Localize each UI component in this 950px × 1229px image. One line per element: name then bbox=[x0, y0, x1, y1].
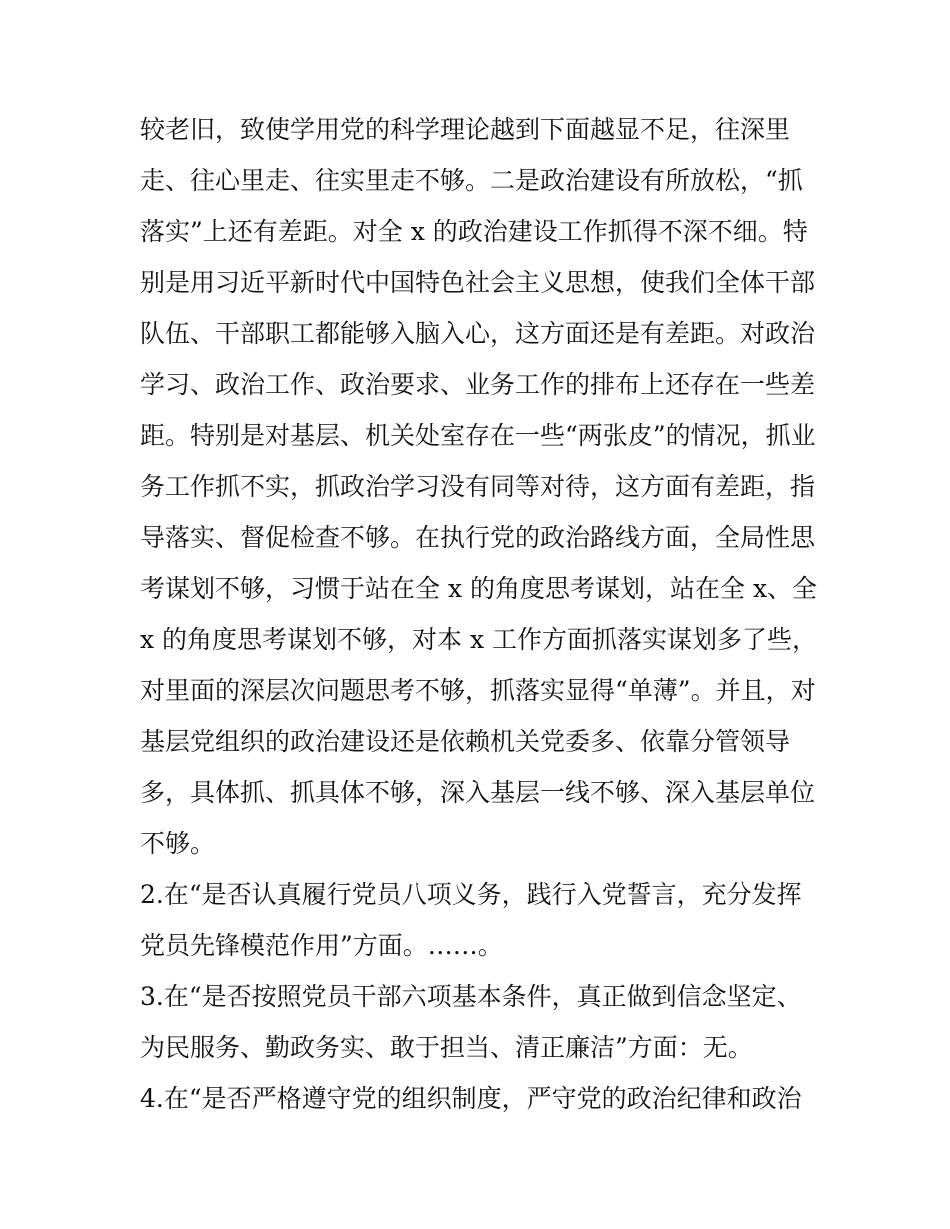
text-line: 为民服务、勤政务实、敢于担当、清正廉洁”方面：无。 bbox=[140, 1033, 753, 1062]
text-line: 较老旧，致使学用党的科学理论越到下面越显不足，往深里 bbox=[140, 115, 791, 144]
text-line: 距。特别是对基层、机关处室存在一些“两张皮”的情况，抓业 bbox=[140, 421, 816, 450]
text-line: 落实”上还有差距。对全 x 的政治建设工作抓得不深不细。特 bbox=[140, 217, 808, 246]
list-item-3: 3.在“是否按照党员干部六项基本条件，真正做到信念坚定、 bbox=[140, 982, 802, 1011]
text-line: 基层党组织的政治建设还是依赖机关党委多、依靠分管领导 bbox=[140, 727, 791, 756]
list-item-4: 4.在“是否严格遵守党的组织制度，严守党的政治纪律和政治 bbox=[140, 1084, 802, 1113]
text-line: 走、往心里走、往实里走不够。二是政治建设有所放松，“抓 bbox=[140, 166, 803, 195]
text-line: 考谋划不够，习惯于站在全 x 的角度思考谋划，站在全 x、全 bbox=[140, 574, 818, 603]
body-text bbox=[140, 108, 820, 1128]
list-item-2: 2.在“是否认真履行党员八项义务，践行入党誓言，充分发挥 bbox=[140, 880, 802, 909]
text-line: 务工作抓不实，抓政治学习没有同等对待，这方面有差距，指 bbox=[140, 472, 816, 501]
text-line: 多，具体抓、抓具体不够，深入基层一线不够、深入基层单位 bbox=[140, 778, 816, 807]
text-line: 对里面的深层次问题思考不够，抓落实显得“单薄”。并且，对 bbox=[140, 676, 816, 705]
text-line: 不够。 bbox=[140, 829, 216, 858]
text-line: 导落实、督促检查不够。在执行党的政治路线方面，全局性思 bbox=[140, 523, 816, 552]
text-line: 学习、政治工作、政治要求、业务工作的排布上还存在一些差 bbox=[140, 370, 816, 399]
text-line: 别是用习近平新时代中国特色社会主义思想，使我们全体干部 bbox=[140, 268, 816, 297]
text-line: 队伍、干部职工都能够入脑入心，这方面还是有差距。对政治 bbox=[140, 319, 816, 348]
text-line: x 的角度思考谋划不够，对本 x 工作方面抓落实谋划多了些， bbox=[140, 625, 818, 654]
text-line: 党员先锋模范作用”方面。……。 bbox=[140, 931, 503, 960]
